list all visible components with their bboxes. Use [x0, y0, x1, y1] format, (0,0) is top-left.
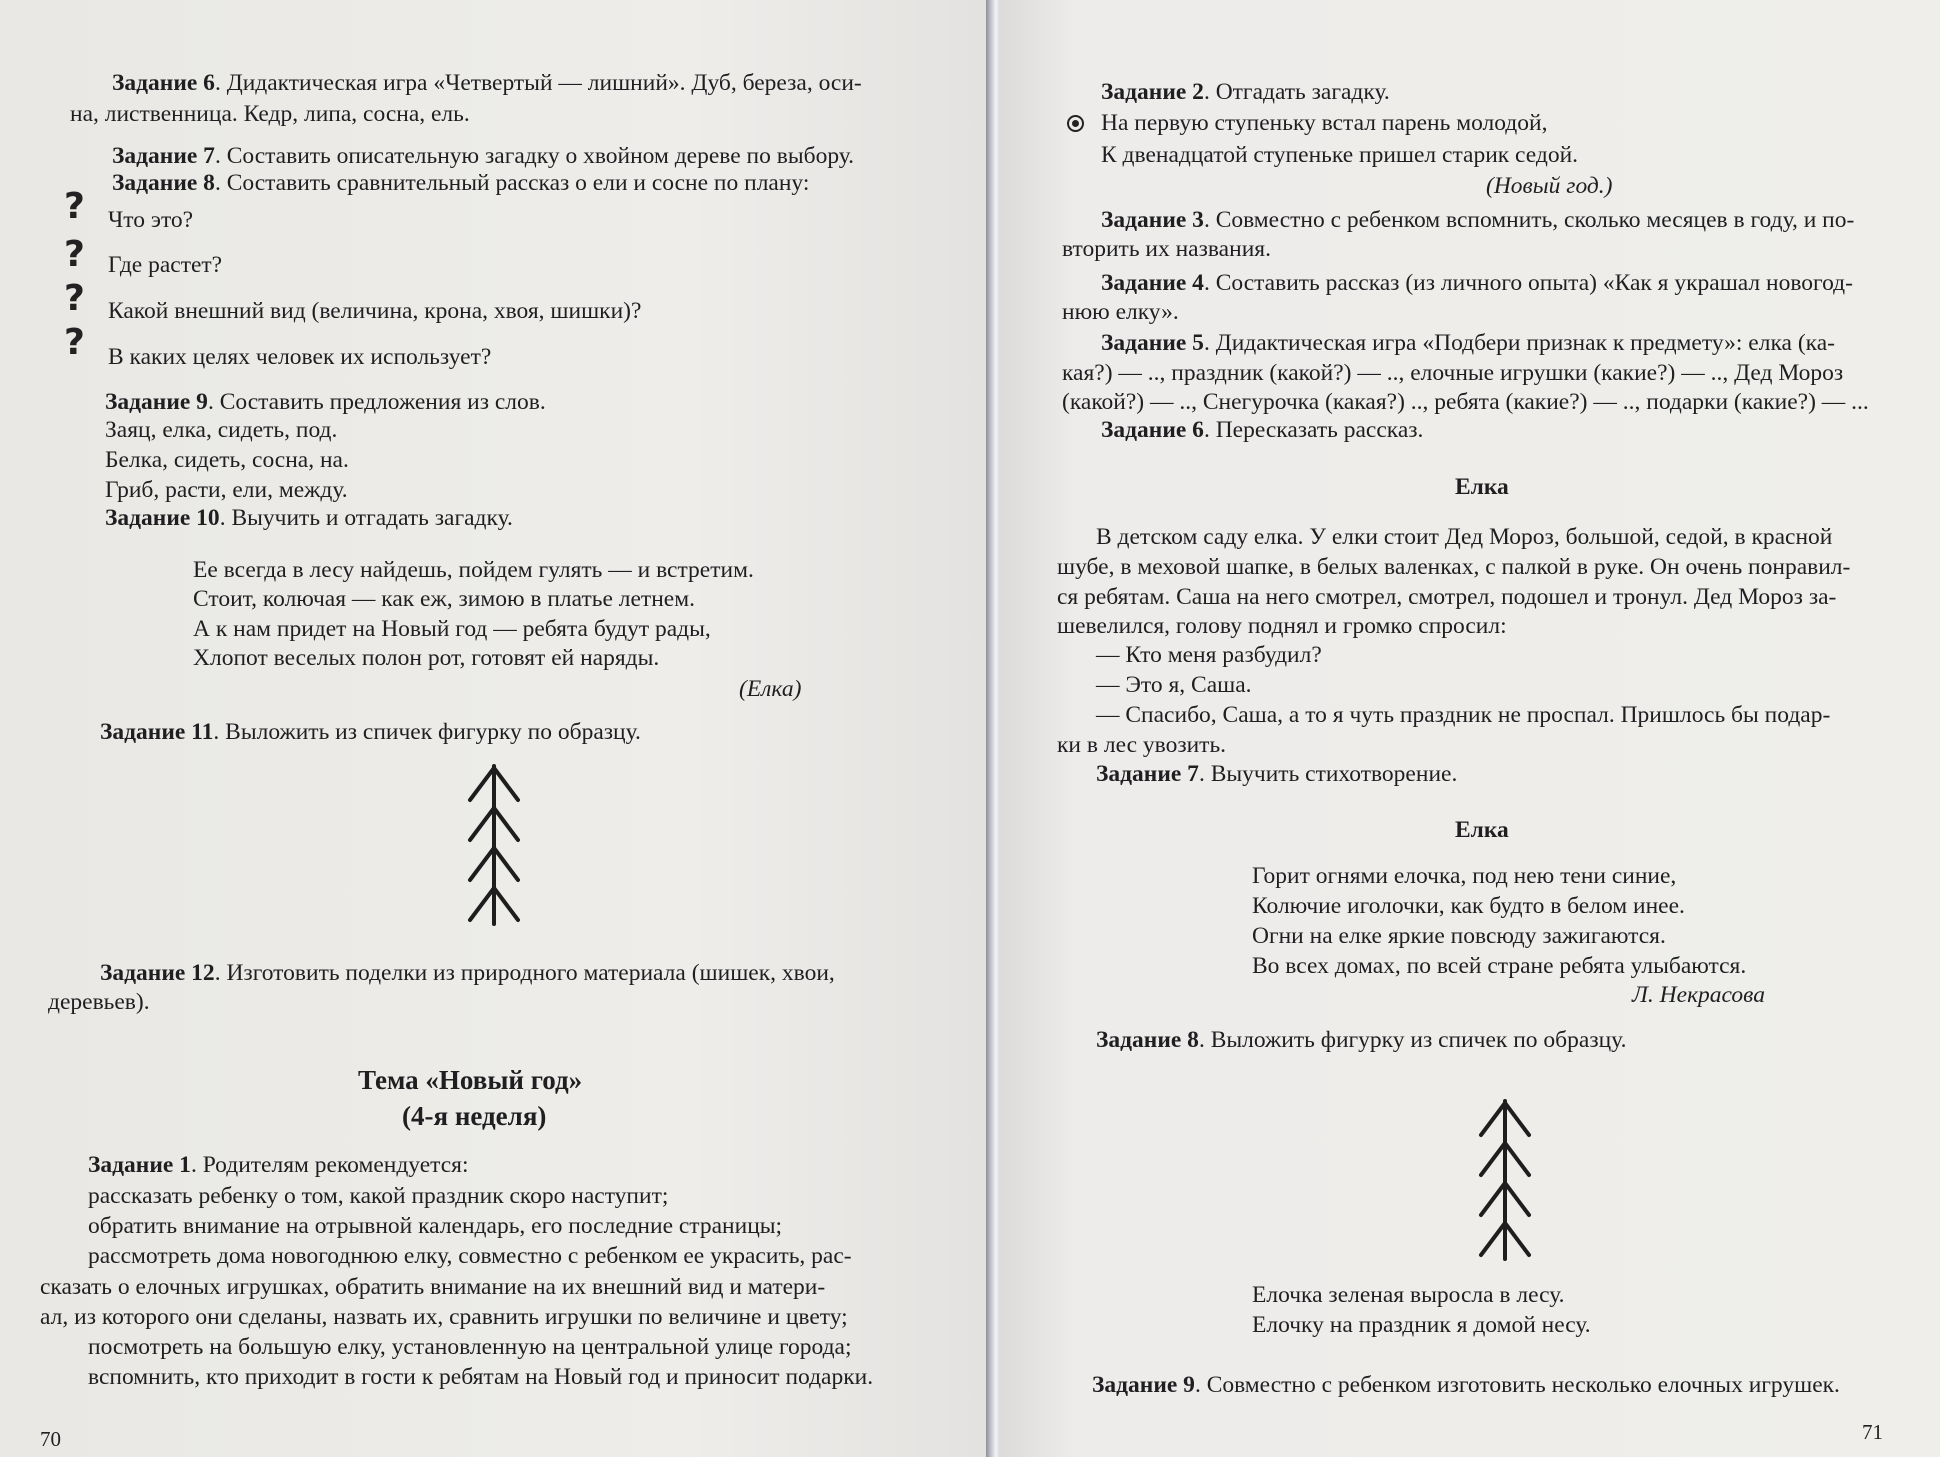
theme-week: (4-я неделя) [402, 1101, 547, 1131]
task9-line: Задание 9. Совместно с ребенком изготовить несколько елочных игрушек. [1092, 1372, 1840, 1398]
task6-line: Задание 6. Пересказать рассказ. [1101, 417, 1424, 443]
word-set: Белка, сидеть, сосна, на. [105, 447, 349, 473]
page-number: 70 [40, 1427, 61, 1451]
task6-cont: на, лиственница. Кедр, липа, сосна, ель. [70, 101, 470, 127]
task1-line: Задание 1. Родителям рекомендуется: [88, 1152, 469, 1178]
task3-line: Задание 3. Совместно с ребенком вспомнить, сколько месяцев в году, и по- [1101, 207, 1855, 233]
riddle-line: А к нам придет на Новый год — ребята будут рады, [193, 616, 711, 642]
riddle-line: Ее всегда в лесу найдешь, пойдем гулять — и встретим. [193, 557, 754, 583]
task7-line: Задание 7. Составить описательную загадку о хвойном дереве по выбору. [112, 143, 855, 169]
matchstick-tree-figure [1475, 1097, 1535, 1263]
word-set: Заяц, елка, сидеть, под. [105, 417, 338, 443]
question-mark-icon: ? [64, 186, 85, 227]
poem-author: Л. Некрасова [1632, 982, 1765, 1008]
task1-item: рассмотреть дома новогоднюю елку, совместно с ребенком ее украсить, рас- [88, 1243, 852, 1269]
word-set: Гриб, расти, ели, между. [105, 477, 348, 503]
story-line: — Это я, Саша. [1096, 672, 1252, 698]
task8-line: Задание 8. Выложить фигурку из спичек по образцу. [1096, 1027, 1627, 1053]
task5-cont: кая?) — .., праздник (какой?) — .., елочные игрушки (какие?) — .., Дед Мороз [1062, 360, 1844, 386]
story-line: ки в лес увозить. [1057, 732, 1227, 758]
plan-question: Что это? [108, 207, 194, 233]
riddle-line: На первую ступеньку встал парень молодой, [1101, 110, 1548, 136]
task2-line: Задание 2. Отгадать загадку. [1101, 79, 1390, 105]
poem-line: Во всех домах, по всей стране ребята улыбаются. [1252, 953, 1747, 979]
task11-line: Задание 11. Выложить из спичек фигурку по образцу. [100, 719, 641, 745]
story-line: шубе, в меховой шапке, в белых валенках, с палкой в руке. Он очень понравил- [1057, 554, 1851, 580]
story-title: Елка [1455, 474, 1509, 500]
task8-line: Задание 8. Составить сравнительный рассказ о ели и сосне по плану: [112, 170, 810, 196]
poem-line: Огни на елке яркие повсюду зажигаются. [1252, 923, 1666, 949]
book-gutter [986, 0, 1000, 1457]
page-number: 71 [1862, 1420, 1883, 1444]
question-mark-icon: ? [64, 278, 85, 319]
task4-cont: нюю елку». [1062, 299, 1179, 325]
task12-cont: деревьев). [48, 989, 150, 1015]
task10-line: Задание 10. Выучить и отгадать загадку. [105, 505, 513, 531]
task9-line: Задание 9. Составить предложения из слов. [105, 389, 546, 415]
riddle-line: Стоит, колючая — как еж, зимою в платье летнем. [193, 586, 695, 612]
story-line: В детском саду елка. У елки стоит Дед Мороз, большой, седой, в красной [1096, 524, 1833, 550]
riddle-line: К двенадцатой ступеньке пришел старик седой. [1101, 142, 1579, 168]
task3-cont: вторить их названия. [1062, 236, 1271, 262]
poem-line: Колючие иголочки, как будто в белом инее. [1252, 893, 1685, 919]
story-line: шевелился, голову поднял и громко спросил: [1057, 613, 1507, 639]
question-mark-icon: ? [64, 322, 85, 363]
bullet-circle-icon [1067, 115, 1084, 132]
task1-item: сказать о елочных игрушках, обратить внимание на их внешний вид и матери- [40, 1274, 826, 1300]
question-mark-icon: ? [64, 234, 85, 275]
task5-cont: (какой?) — .., Снегурочка (какая?) .., ребята (какие?) — .., подарки (какие?) — ... [1062, 389, 1869, 415]
plan-question: Какой внешний вид (величина, крона, хвоя, шишки)? [108, 298, 642, 324]
plan-question: В каких целях человек их использует? [108, 344, 492, 370]
task1-item: ал, из которого они сделаны, назвать их, сравнить игрушки по величине и цвету; [40, 1304, 848, 1330]
task1-item: рассказать ребенку о том, какой праздник скоро наступит; [88, 1183, 669, 1209]
task4-line: Задание 4. Составить рассказ (из личного опыта) «Как я украшал новогод- [1101, 270, 1853, 296]
matchstick-tree-figure [464, 762, 524, 928]
right-page [1000, 0, 1940, 1457]
task1-item: вспомнить, кто приходит в гости к ребятам на Новый год и приносит подарки. [88, 1364, 874, 1390]
task1-item: обратить внимание на отрывной календарь, его последние страницы; [88, 1213, 783, 1239]
riddle-answer: (Новый год.) [1486, 173, 1613, 199]
riddle-answer: (Елка) [739, 676, 802, 702]
caption-line: Елочку на праздник я домой несу. [1252, 1312, 1591, 1338]
task7-line: Задание 7. Выучить стихотворение. [1096, 761, 1458, 787]
task5-line: Задание 5. Дидактическая игра «Подбери признак к предмету»: елка (ка- [1101, 330, 1835, 356]
task1-item: посмотреть на большую елку, установленную на центральной улице города; [88, 1334, 852, 1360]
theme-title: Тема «Новый год» [358, 1065, 583, 1095]
poem-title: Елка [1455, 817, 1509, 843]
riddle-line: Хлопот веселых полон рот, готовят ей наряды. [193, 645, 660, 671]
story-line: ся ребятам. Саша на него смотрел, смотрел, подошел и тронул. Дед Мороз за- [1057, 584, 1837, 610]
story-line: — Кто меня разбудил? [1096, 642, 1322, 668]
task6-line: Задание 6. Дидактическая игра «Четвертый — лишний». Дуб, береза, оси- [112, 70, 862, 96]
task12-line: Задание 12. Изготовить поделки из природного материала (шишек, хвои, [100, 960, 835, 986]
plan-question: Где растет? [108, 252, 223, 278]
story-line: — Спасибо, Саша, а то я чуть праздник не проспал. Пришлось бы подар- [1096, 702, 1831, 728]
caption-line: Елочка зеленая выросла в лесу. [1252, 1282, 1565, 1308]
poem-line: Горит огнями елочка, под нею тени синие, [1252, 863, 1677, 889]
